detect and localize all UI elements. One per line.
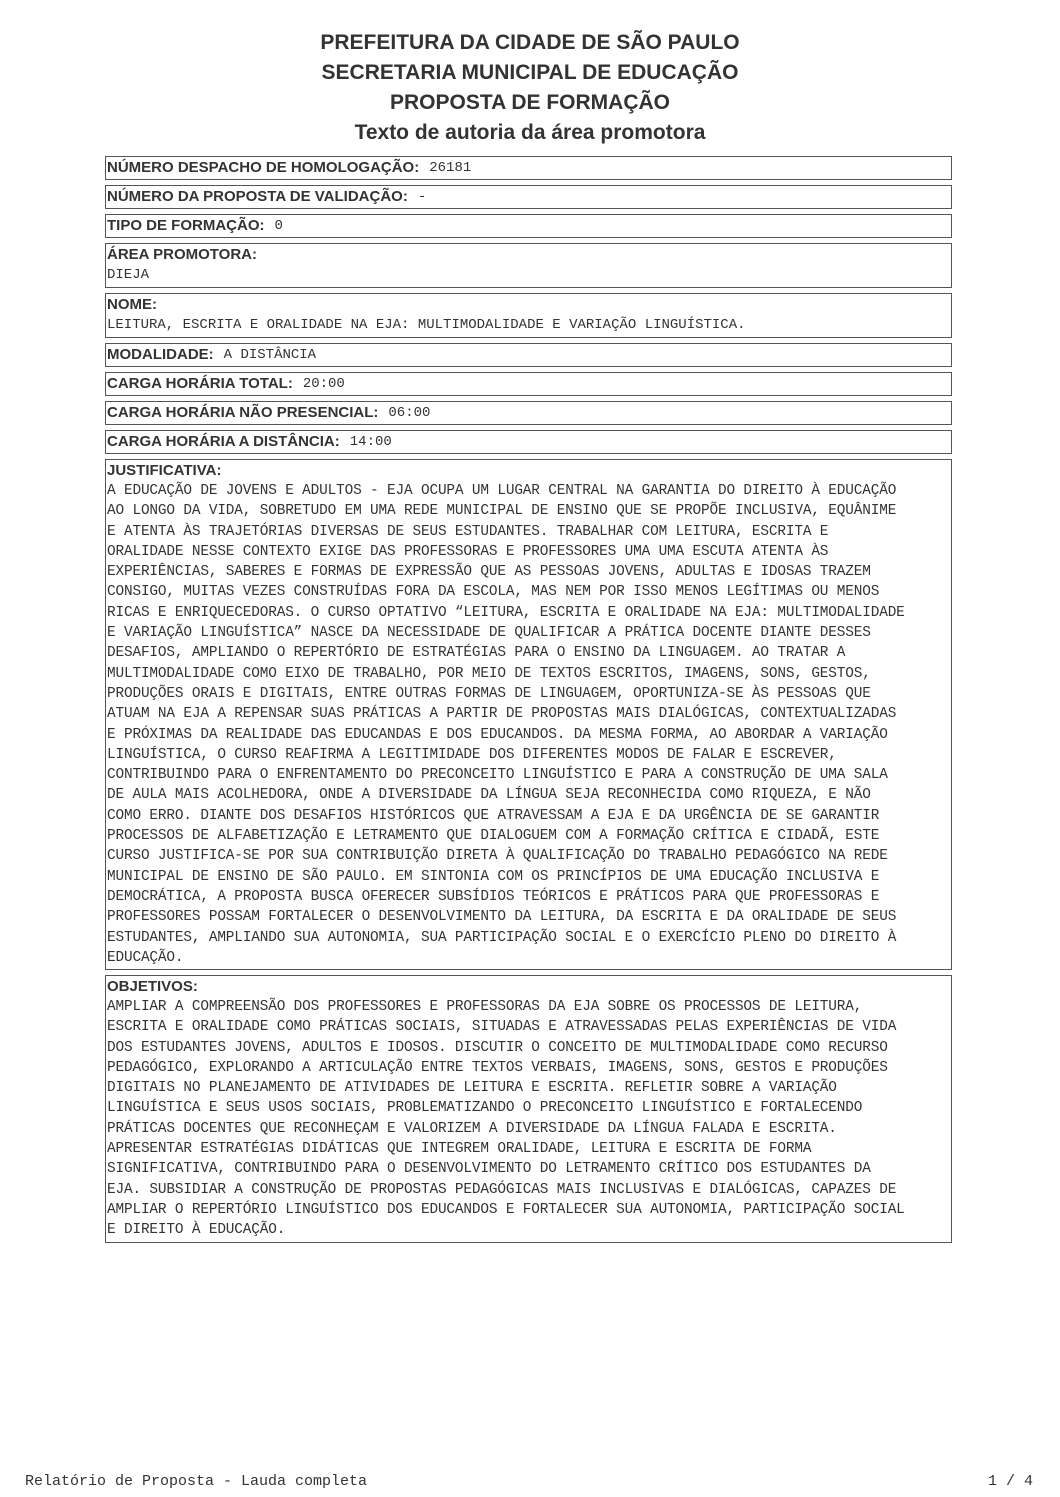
field-carga-distancia bbox=[105, 430, 952, 454]
field-carga-distancia-value: 14:00 bbox=[349, 434, 392, 450]
field-area-label: ÁREA PROMOTORA: bbox=[107, 246, 257, 263]
field-objetivos bbox=[105, 975, 952, 1243]
header-prefeitura: PREFEITURA DA CIDADE DE SÃO PAULO bbox=[320, 31, 740, 54]
footer-report-title: Relatório de Proposta - Lauda completa bbox=[25, 1473, 368, 1490]
field-modalidade-label: MODALIDADE: bbox=[107, 346, 214, 363]
page-number: 1 / 4 bbox=[987, 1473, 1033, 1490]
proposal-fields bbox=[105, 156, 952, 1248]
field-area-value: DIEJA bbox=[107, 267, 150, 283]
field-justificativa-label: JUSTIFICATIVA: bbox=[107, 462, 222, 479]
field-carga-total-label: CARGA HORÁRIA TOTAL: bbox=[107, 375, 293, 392]
field-objetivos-text: AMPLIAR A COMPREENSÃO DOS PROFESSORES E PROFESSORAS DA EJA SOBRE OS PROCESSOS DE LEITURA, ESCRITA E ORALIDADE COMO PRÁTICAS SOCIAIS, SITUADAS E ATRAVESSADAS PELAS EXPERIÊNCIAS DE VIDA DOS ESTUDANTES JOVENS, ADULTOS E IDOSOS. DISCUTIR O CONCEITO DE MULTIMODALIDADE COMO RECURSO PEDAGÓGICO, EXPLORANDO A ARTICULAÇÃO ENTRE TEXTOS VERBAIS, IMAGENS, SONS, GESTOS E PRODUÇÕES DIGITAIS NO PLANEJAMENTO DE ATIVIDADES DE LEITURA E ESCRITA. REFLETIR SOBRE A VARIAÇÃO LINGUÍSTICA E SEUS USOS SOCIAIS, PROBLEMATIZANDO O PRECONCEITO LINGUÍSTICO E FORTALECENDO PRÁTICAS DOCENTES QUE RECONHEÇAM E VALORIZEM A DIVERSIDADE DA LÍNGUA FALADA E ESCRITA. APRESENTAR ESTRATÉGIAS DIDÁTICAS QUE INTEGREM ORALIDADE, LEITURA E ESCRITA DE FORMA SIGNIFICATIVA, CONTRIBUINDO PARA O DESENVOLVIMENTO DO LETRAMENTO CRÍTICO DOS ESTUDANTES DA EJA. SUBSIDIAR A CONSTRUÇÃO DE PROPOSTAS PEDAGÓGICAS MAIS INCLUSIVAS E DIALÓGICAS, CAPAZES DE AMPLIAR O REPERTÓRIO LINGUÍSTICO DOS EDUCANDOS E FORTALECER SUA AUTONOMIA, PARTICIPAÇÃO SOCIAL E DIREITO À EDUCAÇÃO. bbox=[107, 999, 905, 1239]
field-justificativa-text: A EDUCAÇÃO DE JOVENS E ADULTOS - EJA OCUPA UM LUGAR CENTRAL NA GARANTIA DO DIREITO À EDUCAÇÃO AO LONGO DA VIDA, SOBRETUDO EM UMA REDE MUNICIPAL DE ENSINO QUE SE PROPÕE INCLUSIVA, EQUÂNIME E ATENTA ÀS TRAJETÓRIAS DIVERSAS DE SEUS ESTUDANTES. TRABALHAR COM LEITURA, ESCRITA E ORALIDADE NESSE CONTEXTO EXIGE DAS PROFESSORAS E PROFESSORES UMA UMA ESCUTA ATENTA ÀS EXPERIÊNCIAS, SABERES E FORMAS DE EXPRESSÃO QUE AS PESSOAS JOVENS, ADULTAS E IDOSAS TRAZEM CONSIGO, MUITAS VEZES CONSTRUÍDAS FORA DA ESCOLA, MAS NEM POR ISSO MENOS LEGÍTIMAS OU MENOS RICAS E ENRIQUECEDORAS. O CURSO OPTATIVO “LEITURA, ESCRITA E ORALIDADE NA EJA: MULTIMODALIDADE E VARIAÇÃO LINGUÍSTICA” NASCE DA NECESSIDADE DE QUALIFICAR A PRÁTICA DOCENTE DIANTE DESSES DESAFIOS, AMPLIANDO O REPERTÓRIO DE ESTRATÉGIAS PARA O ENSINO DA LINGUAGEM. AO TRATAR A MULTIMODALIDADE COMO EIXO DE TRABALHO, POR MEIO DE TEXTOS ESCRITOS, IMAGENS, SONS, GESTOS, PRODUÇÕES ORAIS E DIGITAIS, ENTRE OUTRAS FORMAS DE LINGUAGEM, OPORTUNIZA-SE ÀS PESSOAS QUE ATUAM NA EJA A REPENSAR SUAS PRÁTICAS A PARTIR DE PROPOSTAS MAIS DIALÓGICAS, CONTEXTUALIZADAS E PRÓXIMAS DA REALIDADE DAS EDUCANDAS E DOS EDUCANDOS. DA MESMA FORMA, AO ABORDAR A VARIAÇÃO LINGUÍSTICA, O CURSO REAFIRMA A LEGITIMIDADE DOS DIFERENTES MODOS DE FALAR E ESCREVER, CONTRIBUINDO PARA O ENFRENTAMENTO DO PRECONCEITO LINGUÍSTICO E PARA A CONSTRUÇÃO DE UMA SALA DE AULA MAIS ACOLHEDORA, ONDE A DIVERSIDADE DA LÍNGUA SEJA RECONHECIDA COMO RIQUEZA, E NÃO COMO ERRO. DIANTE DOS DESAFIOS HISTÓRICOS QUE ATRAVESSAM A EJA E DA URGÊNCIA DE SE GARANTIR PROCESSOS DE ALFABETIZAÇÃO E LETRAMENTO QUE DIALOGUEM COM A FORMAÇÃO CRÍTICA E CIDADÃ, ESTE CURSO JUSTIFICA-SE POR SUA CONTRIBUIÇÃO DIRETA À QUALIFICAÇÃO DO TRABALHO PEDAGÓGICO NA REDE MUNICIPAL DE ENSINO DE SÃO PAULO. EM SINTONIA COM OS PRINCÍPIOS DE UMA EDUCAÇÃO INCLUSIVA E DEMOCRÁTICA, A PROPOSTA BUSCA OFERECER SUBSÍDIOS TEÓRICOS E PRÁTICOS PARA QUE PROFESSORAS E PROFESSORES POSSAM FORTALECER O DESENVOLVIMENTO DA LEITURA, DA ESCRITA E DA ORALIDADE DE SEUS ESTUDANTES, AMPLIANDO SUA AUTONOMIA, SUA PARTICIPAÇÃO SOCIAL E O EXERCÍCIO PLENO DO DIREITO À EDUCAÇÃO. bbox=[107, 483, 905, 966]
field-tipo bbox=[105, 214, 952, 238]
field-modalidade bbox=[105, 343, 952, 367]
field-proposta-value: - bbox=[417, 189, 427, 205]
field-area bbox=[105, 243, 952, 288]
field-tipo-label: TIPO DE FORMAÇÃO: bbox=[107, 217, 265, 234]
field-proposta-label: NÚMERO DA PROPOSTA DE VALIDAÇÃO: bbox=[107, 188, 408, 205]
field-despacho-value: 26181 bbox=[429, 160, 472, 176]
field-despacho-label: NÚMERO DESPACHO DE HOMOLOGAÇÃO: bbox=[107, 159, 420, 176]
header-proposta: PROPOSTA DE FORMAÇÃO bbox=[389, 91, 670, 114]
header-secretaria: SECRETARIA MUNICIPAL DE EDUCAÇÃO bbox=[321, 61, 739, 84]
field-nome-value: LEITURA, ESCRITA E ORALIDADE NA EJA: MULTIMODALIDADE E VARIAÇÃO LINGUÍSTICA. bbox=[107, 317, 746, 333]
field-carga-nao-presencial-label: CARGA HORÁRIA NÃO PRESENCIAL: bbox=[107, 404, 379, 421]
field-proposta bbox=[105, 185, 952, 209]
field-objetivos-label: OBJETIVOS: bbox=[107, 978, 198, 995]
field-modalidade-value: A DISTÂNCIA bbox=[223, 347, 317, 363]
field-carga-nao-presencial-value: 06:00 bbox=[388, 405, 431, 421]
page-footer bbox=[25, 1473, 1033, 1490]
field-tipo-value: 0 bbox=[274, 218, 283, 234]
field-carga-nao-presencial bbox=[105, 401, 952, 425]
field-despacho bbox=[105, 156, 952, 180]
document-header bbox=[0, 28, 1060, 148]
field-carga-total bbox=[105, 372, 952, 396]
field-carga-distancia-label: CARGA HORÁRIA A DISTÂNCIA: bbox=[107, 433, 340, 450]
field-carga-total-value: 20:00 bbox=[302, 376, 345, 392]
field-nome bbox=[105, 293, 952, 338]
header-subtitle: Texto de autoria da área promotora bbox=[354, 121, 706, 144]
field-nome-label: NOME: bbox=[107, 296, 157, 313]
field-justificativa bbox=[105, 459, 952, 970]
